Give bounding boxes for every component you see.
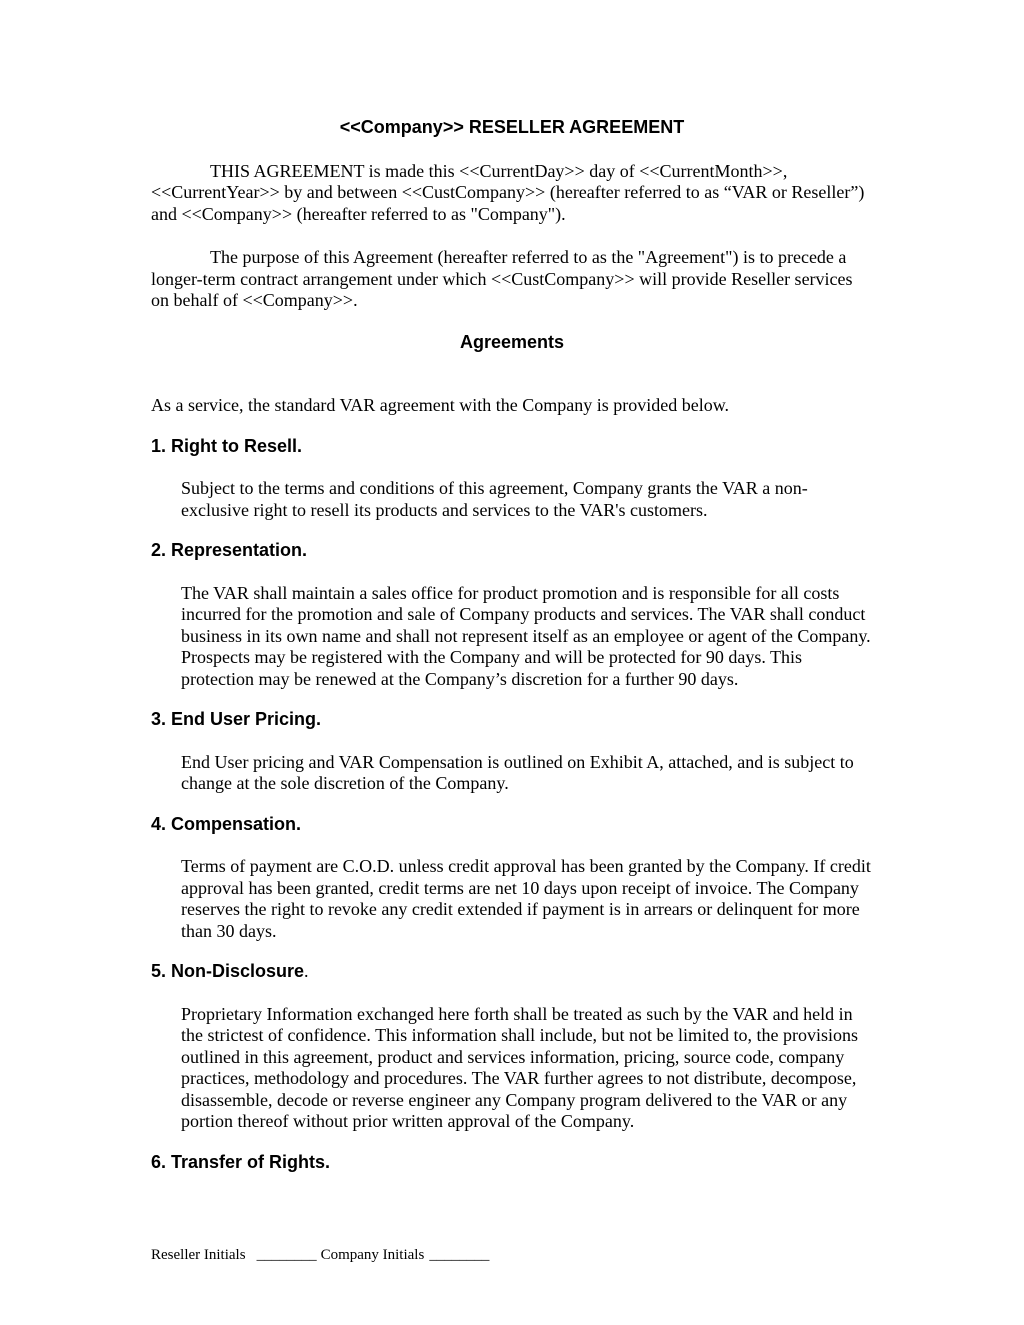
company-initials-blank-line: ________ (429, 1247, 490, 1263)
section-body-non-disclosure: Proprietary Information exchanged here forth shall be treated as such by the VAR and held in the strictest of confidence. This information shall include, but not be limited to, the provisions outlined in this agreement, product and services information, pricing, source code, company practices, methodology and procedures. The VAR further agrees to not distribute, decompose, disassemble, decode or reverse engineer any Company program delivered to the VAR or any portion thereof without prior written approval of the Company. (181, 1003, 859, 1131)
page-footer (151, 1246, 489, 1265)
reseller-initials-blank-line: ________ (256, 1247, 317, 1263)
section-heading-compensation: 4. Compensation. (151, 813, 302, 834)
section-body-right-to-resell: Subject to the terms and conditions of this agreement, Company grants the VAR a non-exclusive right to resell its products and services to the VAR's customers. (181, 478, 808, 520)
section-heading-transfer-of-rights: 6. Transfer of Rights. (151, 1151, 331, 1172)
agreements-heading: Agreements (459, 331, 565, 352)
section-heading-non-disclosure-text: 5. Non-Disclosure (151, 961, 305, 981)
section-body-compensation: Terms of payment are C.O.D. unless credit approval has been granted by the Company. If credit approval has been granted, credit terms are net 10 days upon receipt of invoice. The Company reserves the right to revoke any credit extended if payment is in arrears or delinquent for more than 30 days. (181, 856, 871, 941)
section-heading-end-user-pricing: 3. End User Pricing. (151, 709, 322, 729)
company-initials-label: Company Initials (320, 1247, 425, 1263)
section-body-end-user-pricing: End User pricing and VAR Compensation is outlined on Exhibit A, attached, and is subject to change at the sole discretion of the Company. (181, 751, 854, 793)
section-heading-right-to-resell: 1. Right to Resell. (151, 435, 303, 456)
intro-paragraph-1: THIS AGREEMENT is made this <<CurrentDay>> day of <<CurrentMonth>>, <<CurrentYear>> by and between <<CustCompany>> (hereafter referred to as “VAR or Reseller”) and <<Company>> (hereafter referred to as "Company"). (151, 160, 865, 224)
intro-paragraph-2: The purpose of this Agreement (hereafter referred to as the "Agreement") is to precede a longer-term contract arrangement under which <<CustCompany>> will provide Reseller services on behalf of <<Company>>. (151, 247, 853, 310)
lead-text: As a service, the standard VAR agreement with the Company is provided below. (151, 395, 730, 415)
section-heading-non-disclosure-period: . (304, 961, 309, 981)
reseller-initials-label: Reseller Initials (151, 1247, 246, 1263)
section-heading-non-disclosure (151, 961, 873, 983)
section-body-representation: The VAR shall maintain a sales office for product promotion and is responsible for all costs incurred for the promotion and sale of Company products and services. The VAR shall conduct business in its own name and shall not represent itself as an employee or agent of the Company. Prospects may be registered with the Company and will be protected for 90 days. This protection may be renewed at the Company’s discretion for a further 90 days. (181, 582, 871, 689)
document-title: <<Company>> RESELLER AGREEMENT (339, 117, 685, 137)
section-heading-representation: 2. Representation. (151, 540, 308, 560)
